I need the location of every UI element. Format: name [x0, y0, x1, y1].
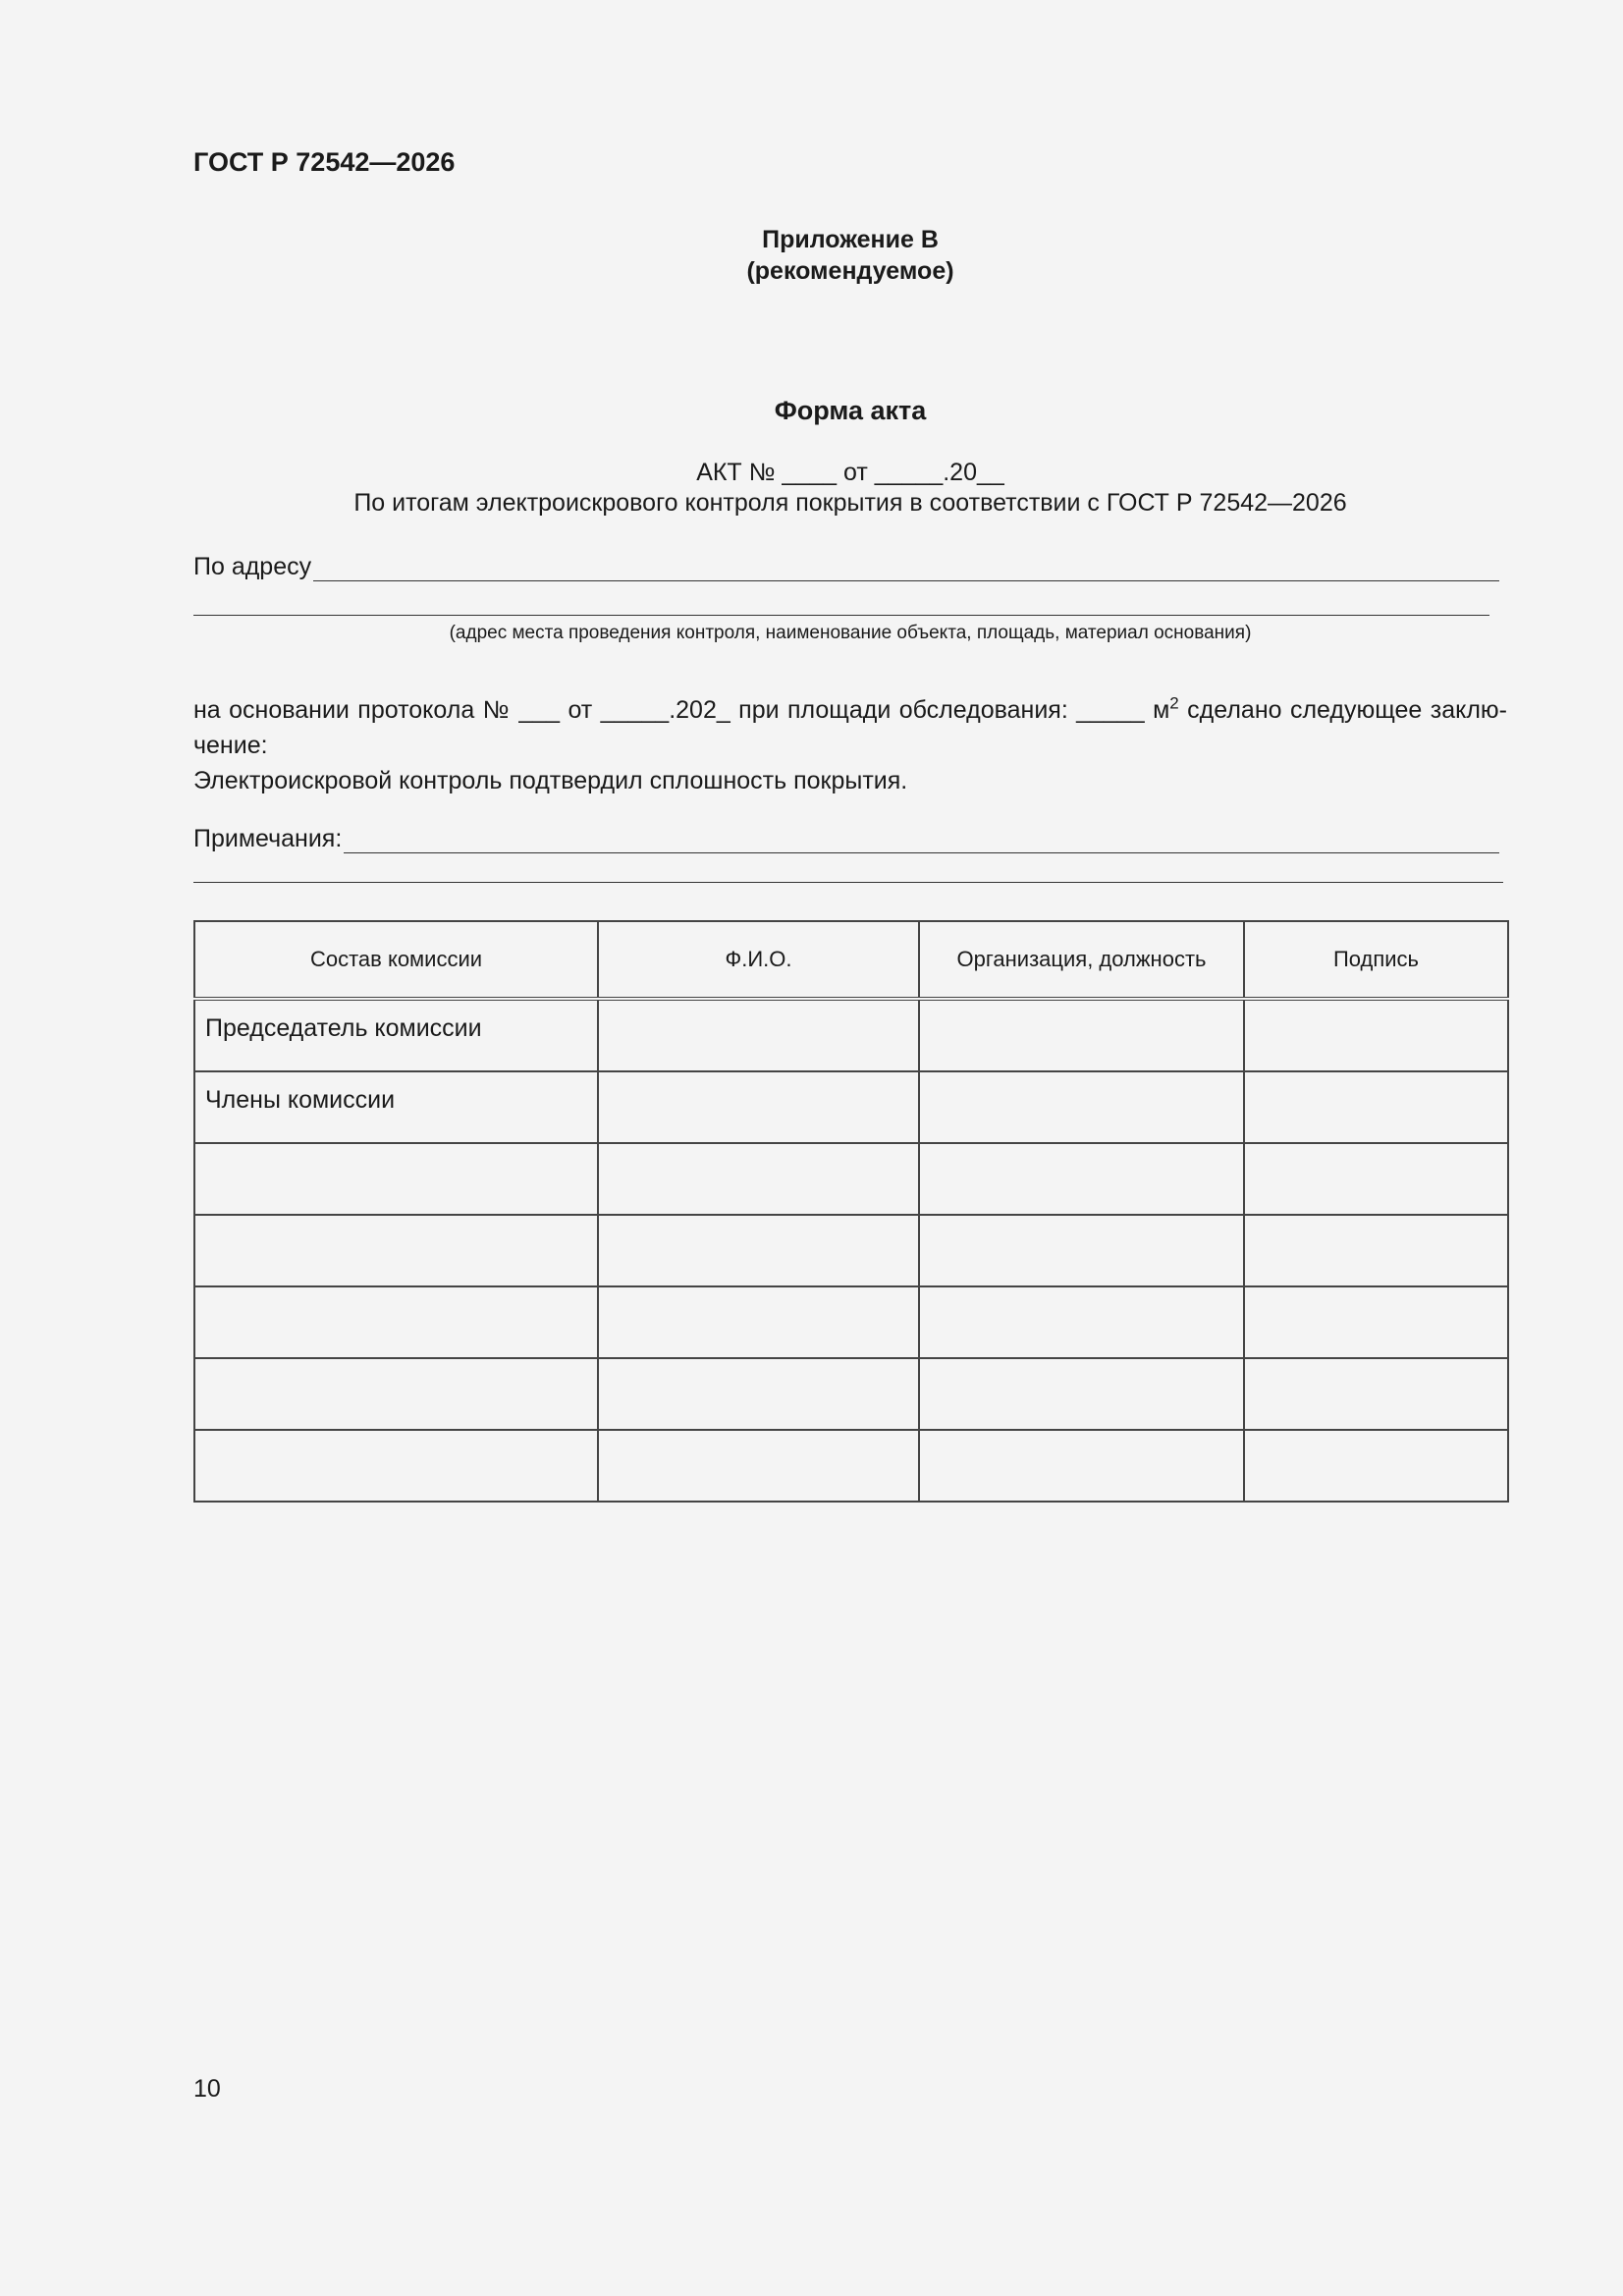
table-row	[194, 1430, 1508, 1502]
address-row	[193, 553, 1499, 581]
table-cell-text	[599, 1144, 918, 1158]
table-cell[interactable]	[1244, 1143, 1508, 1215]
table-cell[interactable]	[194, 1430, 598, 1502]
notes-second-line[interactable]	[193, 882, 1503, 883]
notes-blank-line[interactable]	[344, 831, 1499, 853]
table-cell-text	[195, 1144, 597, 1158]
table-cell[interactable]	[194, 1071, 598, 1143]
table-cell[interactable]	[1244, 1430, 1508, 1502]
table-row	[194, 1071, 1508, 1143]
notes-label: Примечания:	[193, 825, 343, 852]
table-cell[interactable]	[598, 999, 919, 1071]
table-row	[194, 1143, 1508, 1215]
table-cell-text	[599, 1001, 918, 1014]
table-row	[194, 1215, 1508, 1286]
conclusion-text: Электроискровой контроль подтвердил сплошность покрытия.	[193, 767, 908, 794]
address-label: По адресу	[193, 553, 312, 580]
table-cell[interactable]	[919, 1286, 1244, 1358]
form-title: Форма акта	[774, 396, 927, 425]
table-cell-text	[599, 1431, 918, 1445]
table-cell-text	[195, 1287, 597, 1301]
header-full-name: Ф.И.О.	[598, 921, 919, 999]
table-cell-text	[920, 1287, 1243, 1301]
table-cell-text	[1245, 1144, 1507, 1158]
page-number: 10	[193, 2075, 221, 2103]
table-cell[interactable]	[1244, 999, 1508, 1071]
table-row	[194, 1358, 1508, 1430]
header-organization-position: Организация, должность	[919, 921, 1244, 999]
table-cell[interactable]	[598, 1143, 919, 1215]
table-cell-text	[920, 1144, 1243, 1158]
table-cell[interactable]	[1244, 1286, 1508, 1358]
table-cell-text	[195, 1216, 597, 1230]
table-cell[interactable]	[919, 999, 1244, 1071]
appendix-kind: (рекомендуемое)	[746, 257, 954, 285]
table-cell-text	[920, 1216, 1243, 1230]
table-cell[interactable]	[598, 1430, 919, 1502]
table-cell[interactable]	[919, 1358, 1244, 1430]
table-cell[interactable]	[194, 1215, 598, 1286]
table-cell-text	[1245, 1431, 1507, 1445]
table-cell-text	[1245, 1287, 1507, 1301]
table-cell[interactable]	[919, 1430, 1244, 1502]
document-code: ГОСТ Р 72542—2026	[193, 147, 456, 177]
protocol-line-continuation: чение:	[193, 732, 268, 759]
commission-table	[193, 920, 1509, 1503]
table-cell[interactable]	[598, 1215, 919, 1286]
table-cell-text	[920, 1359, 1243, 1373]
table-cell[interactable]	[919, 1215, 1244, 1286]
table-cell-text	[599, 1072, 918, 1086]
table-cell[interactable]	[1244, 1215, 1508, 1286]
table-cell-text	[195, 1359, 597, 1373]
table-cell-text	[920, 1431, 1243, 1445]
table-header-row	[194, 921, 1508, 999]
table-cell-text	[1245, 1072, 1507, 1086]
act-number-line: АКТ № ____ от _____.20__	[696, 459, 1004, 486]
table-cell-text	[599, 1287, 918, 1301]
table-row	[194, 999, 1508, 1071]
table-cell-text	[1245, 1216, 1507, 1230]
appendix-title: Приложение В	[762, 226, 939, 253]
table-cell[interactable]	[194, 999, 598, 1071]
table-cell-text: Председатель комиссии	[205, 1014, 482, 1042]
table-cell[interactable]	[1244, 1071, 1508, 1143]
act-subtitle: По итогам электроискрового контроля покрытия в соответствии с ГОСТ Р 72542—2026	[353, 489, 1347, 517]
header-commission-composition: Состав комиссии	[194, 921, 598, 999]
table-cell-text	[1245, 1001, 1507, 1014]
table-cell[interactable]	[194, 1358, 598, 1430]
address-blank-line[interactable]	[313, 559, 1499, 581]
protocol-text-tail: сделано следующее заклю-	[1178, 696, 1507, 724]
notes-row	[193, 825, 1499, 853]
table-row	[194, 1286, 1508, 1358]
area-unit-superscript: 2	[1169, 693, 1179, 713]
address-second-line[interactable]	[193, 615, 1489, 616]
table-cell[interactable]	[598, 1286, 919, 1358]
table-cell-text	[920, 1072, 1243, 1086]
protocol-text: на основании протокола № ___ от _____.202_ при площади обследования: _____ м	[193, 696, 1170, 724]
table-cell-text: Члены комиссии	[205, 1086, 396, 1114]
table-cell[interactable]	[194, 1286, 598, 1358]
table-cell[interactable]	[919, 1143, 1244, 1215]
table-cell[interactable]	[598, 1071, 919, 1143]
table-cell[interactable]	[194, 1143, 598, 1215]
header-signature: Подпись	[1244, 921, 1508, 999]
table-cell-text	[920, 1001, 1243, 1014]
address-hint: (адрес места проведения контроля, наименование объекта, площадь, материал основания)	[449, 623, 1252, 643]
table-cell[interactable]	[598, 1358, 919, 1430]
table-cell-text	[1245, 1359, 1507, 1373]
table-cell-text	[599, 1359, 918, 1373]
table-cell-text	[599, 1216, 918, 1230]
protocol-line	[193, 692, 1507, 728]
table-cell[interactable]	[1244, 1358, 1508, 1430]
table-cell[interactable]	[919, 1071, 1244, 1143]
table-cell-text	[195, 1431, 597, 1445]
